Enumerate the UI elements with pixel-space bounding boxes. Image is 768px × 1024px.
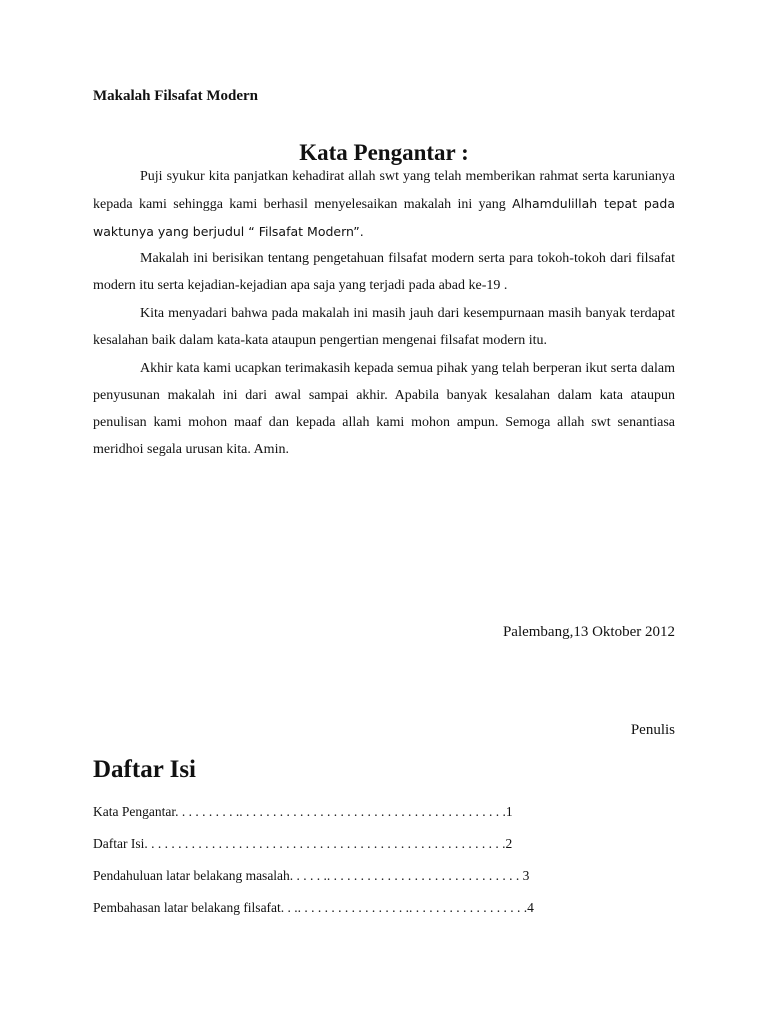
toc-entry-pembahasan: Pembahasan latar belakang filsafat. . .. . . . . . . . . . . . . . . . .. . . . . . . . . . . . . . . . . .4: [93, 900, 534, 915]
preface-title: Kata Pengantar :: [299, 140, 469, 165]
preface-paragraph-1-text: Puji syukur kita panjatkan kehadirat allah swt yang telah memberikan rahmat serta karunianya kepada kami sehingga kami berhasil menyelesaikan makalah ini yang: [93, 169, 675, 212]
place-date: Palembang,13 Oktober 2012: [502, 624, 675, 640]
toc-entry-pendahuluan: Pendahuluan latar belakang masalah. . . . . .. . . . . . . . . . . . . . . . . . . . . . . . . . . . . 3: [93, 868, 530, 883]
toc-list: [93, 801, 613, 929]
preface-paragraph-1: [93, 163, 675, 246]
preface-paragraph-3: Kita menyadari bahwa pada makalah ini masih jauh dari kesempurnaan masih banyak terdapat kesalahan baik dalam kata-kata ataupun pengertian mengenai filsafat modern itu.: [93, 306, 675, 348]
toc-title: Daftar Isi: [93, 756, 197, 783]
preface-paragraph-1-tail: Alhamdulillah tepat pada waktunya yang berjudul “ Filsafat Modern”.: [93, 196, 676, 239]
preface-paragraph-2: Makalah ini berisikan tentang pengetahuan filsafat modern serta para tokoh-tokoh dari filsafat modern itu serta kejadian-kejadian apa saja yang terjadi pada abad ke-19 .: [93, 251, 675, 293]
preface-paragraph-4: Akhir kata kami ucapkan terimakasih kepada semua pihak yang telah berperan ikut serta dalam penyusunan makalah ini dari awal sampai akhir. Apabila banyak kesalahan dalam kata ataupun penulisan kami mohon maaf dan kepada allah kami mohon ampun. Semoga allah swt senantiasa meridhoi segala urusan kita. Amin.: [93, 361, 675, 457]
toc-entry-daftar-isi: Daftar Isi. . . . . . . . . . . . . . . . . . . . . . . . . . . . . . . . . . . . . . . . . . . . . . . . . . . . . .2: [93, 836, 513, 851]
toc-entry-kata-pengantar: Kata Pengantar. . . . . . . . . .. . . . . . . . . . . . . . . . . . . . . . . . . . . . . . . . . . . . . . . .1: [93, 804, 513, 819]
author-signature: Penulis: [630, 722, 675, 738]
document-header: Makalah Filsafat Modern: [93, 88, 258, 104]
